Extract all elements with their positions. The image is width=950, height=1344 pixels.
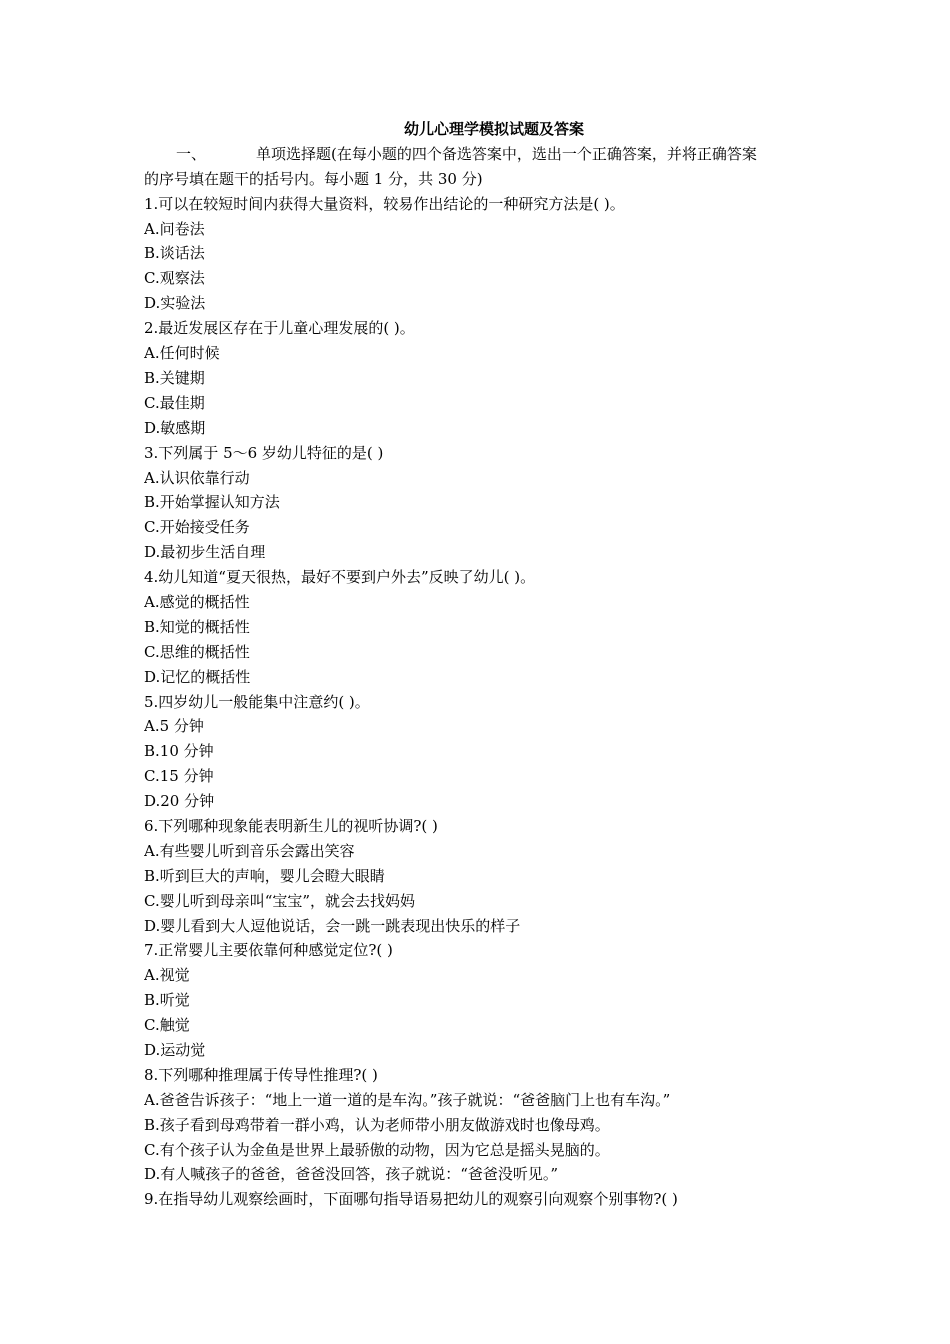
question-option: D.敏感期: [144, 418, 206, 437]
question-option: A.视觉: [144, 966, 190, 985]
question-stem: 7.正常婴儿主要依靠何种感觉定位?( ): [144, 941, 393, 960]
question-option: C.婴儿听到母亲叫“宝宝”，就会去找妈妈: [144, 891, 416, 910]
question-option: B.谈话法: [144, 244, 205, 263]
question-stem: 2.最近发展区存在于儿童心理发展的( )。: [144, 319, 415, 338]
question-option: D.有人喊孩子的爸爸，爸爸没回答，孩子就说：“爸爸没听见。”: [144, 1165, 559, 1184]
question-stem: 5.四岁幼儿一般能集中注意约( )。: [144, 692, 370, 711]
question-stem: 6.下列哪种现象能表明新生儿的视听协调?( ): [144, 816, 438, 835]
question-option: C.15 分钟: [144, 767, 214, 786]
document-content: [144, 117, 814, 1212]
question-option: D.最初步生活自理: [144, 543, 266, 562]
question-option: B.知觉的概括性: [144, 617, 250, 636]
question-option: C.观察法: [144, 269, 205, 288]
question-option: B.关键期: [144, 368, 205, 387]
question-option: B.听觉: [144, 991, 190, 1010]
question-option: D.20 分钟: [144, 792, 215, 811]
question-option: C.思维的概括性: [144, 642, 250, 661]
question-option: C.有个孩子认为金鱼是世界上最骄傲的动物，因为它总是摇头晃脑的。: [144, 1140, 610, 1159]
question-option: A.问卷法: [144, 219, 205, 238]
question-option: A.感觉的概括性: [144, 592, 250, 611]
question-option: C.最佳期: [144, 393, 205, 412]
question-stem: 9.在指导幼儿观察绘画时，下面哪句指导语易把幼儿的观察引向观察个别事物?( ): [144, 1190, 678, 1209]
question-option: A.爸爸告诉孩子：“地上一道一道的是车沟。”孩子就说：“爸爸脑门上也有车沟。”: [144, 1090, 671, 1109]
question-option: A.任何时候: [144, 344, 220, 363]
section-heading-line2: 的序号填在题干的括号内。每小题 1 分，共 30 分): [144, 169, 483, 188]
question-option: A.有些婴儿听到音乐会露出笑容: [144, 841, 355, 860]
question-stem: 3.下列属于 5～6 岁幼儿特征的是( ): [144, 443, 384, 462]
question-option: D.婴儿看到大人逗他说话，会一跳一跳表现出快乐的样子: [144, 916, 521, 935]
question-option: B.孩子看到母鸡带着一群小鸡，认为老师带小朋友做游戏时也像母鸡。: [144, 1115, 610, 1134]
section-number: 一、: [176, 144, 207, 163]
question-stem: 4.幼儿知道“夏天很热，最好不要到户外去”反映了幼儿( )。: [144, 568, 536, 587]
question-option: B.10 分钟: [144, 742, 214, 761]
question-option: C.触觉: [144, 1016, 190, 1035]
question-option: C.开始接受任务: [144, 518, 250, 537]
question-stem: 1.可以在较短时间内获得大量资料，较易作出结论的一种研究方法是( )。: [144, 194, 625, 213]
question-option: D.运动觉: [144, 1040, 206, 1059]
question-option: A.5 分钟: [144, 717, 204, 736]
question-option: D.实验法: [144, 294, 206, 313]
question-option: B.开始掌握认知方法: [144, 493, 280, 512]
question-option: D.记忆的概括性: [144, 667, 251, 686]
question-option: B.听到巨大的声响，婴儿会瞪大眼睛: [144, 866, 385, 885]
section-heading: [144, 142, 814, 167]
question-list: [144, 192, 814, 1213]
section-heading-line1: 单项选择题(在每小题的四个备选答案中，选出一个正确答案，并将正确答案: [256, 144, 757, 163]
document-title: 幼儿心理学模拟试题及答案: [403, 120, 584, 138]
question-option: A.认识依靠行动: [144, 468, 250, 487]
question-stem: 8.下列哪种推理属于传导性推理?( ): [144, 1065, 378, 1084]
